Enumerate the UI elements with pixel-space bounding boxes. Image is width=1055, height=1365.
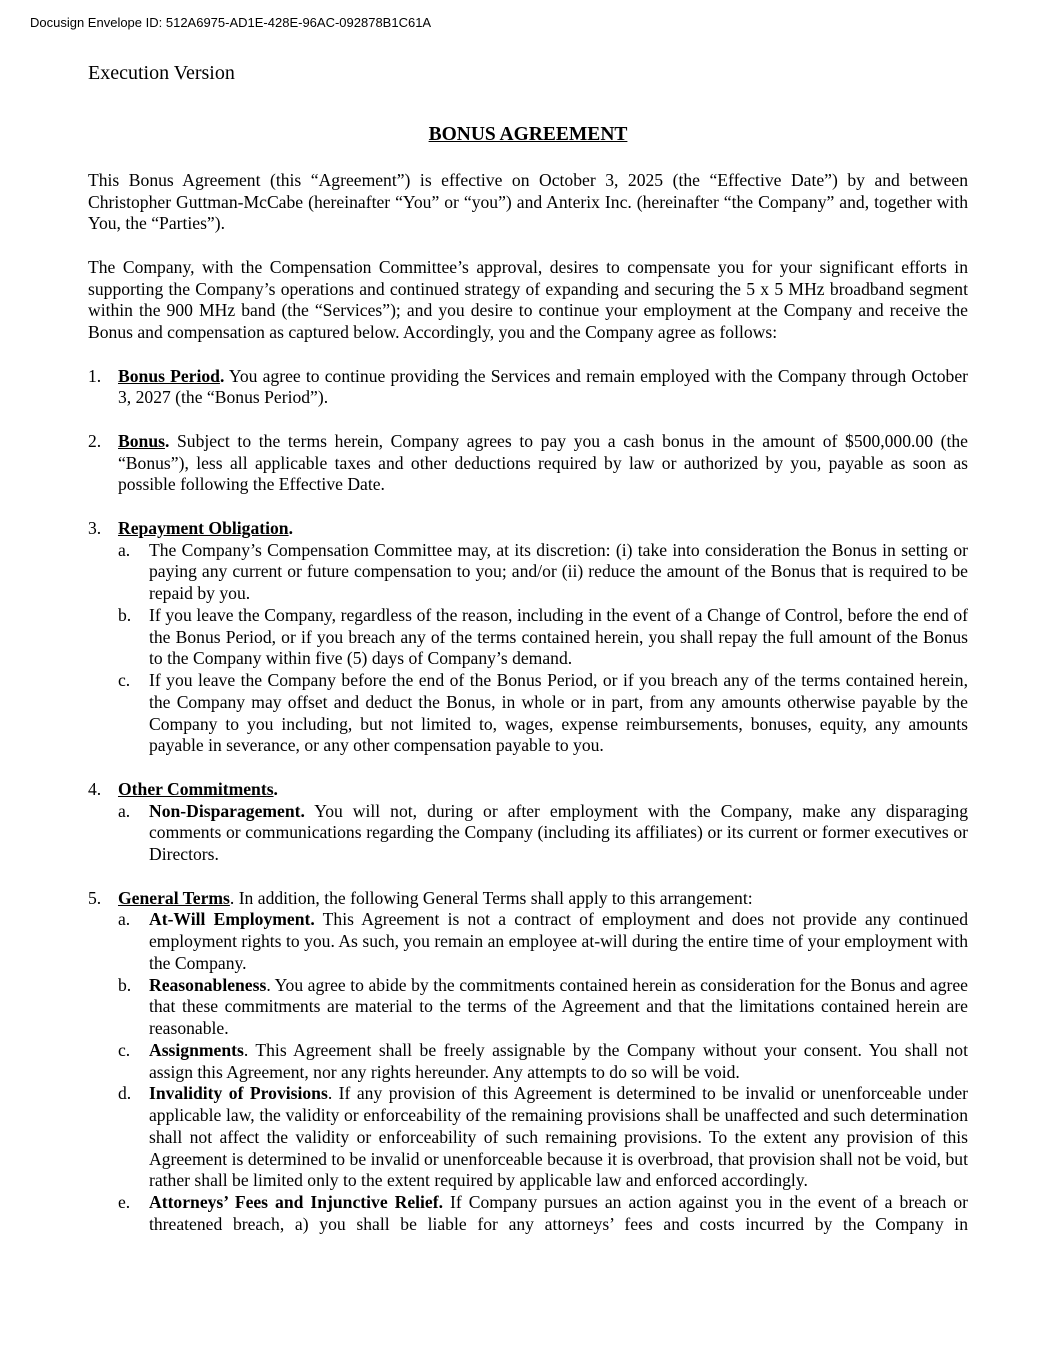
subsection [118,975,968,1040]
subsection-label: Invalidity of Provisions [149,1083,328,1104]
subsection [118,1040,968,1084]
subsection-text: This Agreement is not a contract of employment and does not provide any continued employment rights to you. As such, you remain an employee at-will during the entire time of your employment with the Company. [149,909,968,973]
subsection [118,605,968,670]
subsection-text: . If any provision of this Agreement is determined to be invalid or unenforceable under applicable law, the validity or enforceability of the remaining provisions shall be unaffected and such determination shall not affect the validity or enforceability of such remaining provisions. To the extent any provision of this Agreement is determined to be invalid or unenforceable because it is overbroad, that provision shall not be void, but rather shall be limited only to the extent required by applicable law and enforced accordingly. [149,1083,968,1191]
section-bonus-period [88,366,968,410]
subsection-label: Attorneys’ Fees and Injunctive Relief. [149,1192,443,1212]
subsection [118,540,968,605]
subsection-letter: b. [118,604,132,625]
section-number: 4. [88,778,102,799]
section-heading: Bonus [118,430,165,451]
subsection-text: . You agree to abide by the commitments contained herein as consideration for the Bonus and agree that these commitments are material to the terms of the Agreement and that the limitations contained herein are reasonable. [149,974,968,1038]
subsection [118,909,968,974]
subsection-letter: e. [118,1192,131,1212]
subsection-letter: c. [118,1039,131,1060]
section-general-terms [88,888,968,1236]
section-repayment-obligation [88,518,968,757]
subsection [118,801,968,866]
document-title: BONUS AGREEMENT [428,124,628,145]
subsection-letter: a. [118,800,131,821]
section-text: . In addition, the following General Terms shall apply to this arrangement: [229,887,753,908]
subsection-label: Assignments [149,1039,244,1060]
section-number: 5. [88,887,102,908]
version-label: Execution Version [88,62,235,84]
intro-paragraph: The Company, with the Compensation Committee’s approval, desires to compensate you for your significant efforts in supporting the Company’s operations and continued strategy of expanding and securing the 5 x 5 MHz broadband segment within the 900 MHz band (the “Services”); and you desire to continue your employment at the Company and receive the Bonus and compensation as captured below. Accordingly, you and the Company agree as follows: [88,256,968,342]
subsection-text: If you leave the Company, regardless of the reason, including in the event of a Change of Control, before the end of the Bonus Period, or if you breach any of the terms contained herein, you shall repay the full amount of the Bonus to the Company within five (5) days of Company’s demand. [149,604,968,669]
section-heading: General Terms [118,887,230,908]
subsection-label: At-Will Employment. [149,909,315,930]
section-text: You agree to continue providing the Services and remain employed with the Company through October 3, 2027 (the “Bonus Period”). [118,365,968,408]
section-other-commitments [88,779,968,866]
subsection-letter: c. [118,670,131,690]
heading-punct: . [164,430,170,451]
docusign-envelope-id: Docusign Envelope ID: 512A6975-AD1E-428E-96AC-092878B1C61A [30,15,432,30]
section-text: Subject to the terms herein, Company agrees to pay you a cash bonus in the amount of $500,000.00 (the “Bonus”), less all applicable taxes and other deductions required by law or authorized by you, payable as soon as possible following the Effective Date. [118,430,968,495]
section-heading: Bonus Period [118,365,220,386]
subsection-text: . This Agreement shall be freely assignable by the Company without your consent. You shall not assign this Agreement, nor any rights hereunder. Any attempts to do so will be void. [149,1039,968,1082]
subsection-letter: b. [118,974,132,995]
document-body [88,124,968,1257]
subsection-text: If Company pursues an action against you in the event of a breach or threatened breach, a) you shall be liable for any attorneys’ fees and costs incurred by the Company in [149,1192,968,1234]
section-number: 3. [88,517,102,538]
heading-punct: . [273,778,278,799]
subsection-letter: a. [118,909,131,930]
subsection-label: Non-Disparagement. [149,800,305,821]
subsection [118,1192,968,1236]
subsection-letter: d. [118,1083,132,1104]
subsection-text: If you leave the Company before the end of the Bonus Period, or if you breach any of the terms contained herein, the Company may offset and deduct the Bonus, in whole or in part, from any amounts otherwise payable by the Company to you including, but not limited to, wages, expense reimbursements, bonuses, equity, any amounts payable in severance, or any other compensation payable to you. [149,670,968,756]
heading-punct: . [219,365,225,386]
subsection [118,1083,968,1192]
section-bonus [88,431,968,496]
subsection-text: You will not, during or after employment with the Company, make any disparaging comments or communications regarding the Company (including its affiliates) or its current or former executives or Directors. [149,800,968,864]
heading-punct: . [288,517,293,538]
section-number: 1. [88,365,102,386]
section-heading: Other Commitments [118,778,274,799]
section-number: 2. [88,430,102,451]
subsection-letter: a. [118,539,131,560]
section-heading: Repayment Obligation [118,517,289,538]
subsection-text: The Company’s Compensation Committee may, at its discretion: (i) take into consideration the Bonus in setting or paying any current or future compensation to you; and/or (ii) reduce the amount of the Bonus that is required to be repaid by you. [149,539,968,603]
intro-paragraph: This Bonus Agreement (this “Agreement”) is effective on October 3, 2025 (the “Effective Date”) by and between Christopher Guttman-McCabe (hereinafter “You” or “you”) and Anterix Inc. (hereinafter “the Company” and, together with You, the “Parties”). [88,169,968,234]
subsection-label: Reasonableness [149,974,267,995]
subsection [118,670,968,757]
